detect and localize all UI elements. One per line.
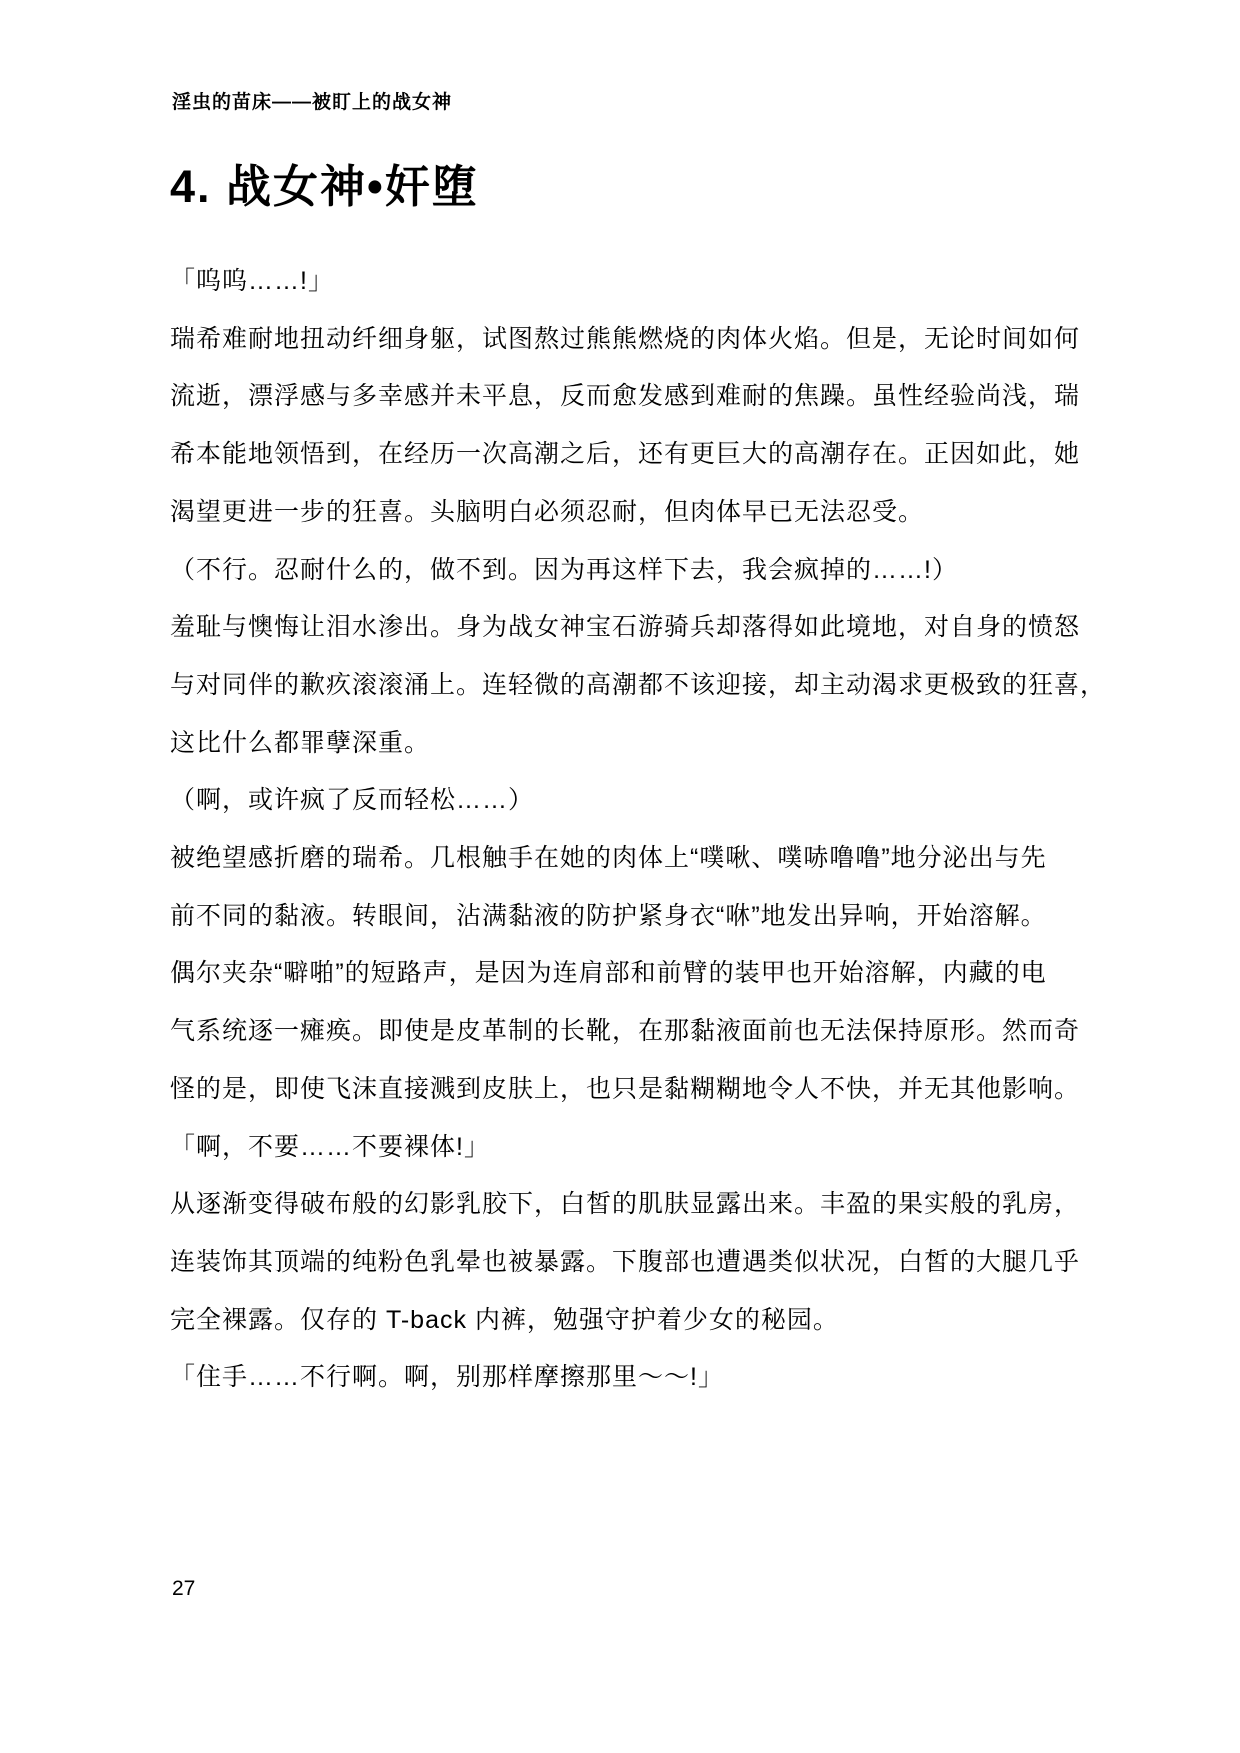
text-line: 瑞希难耐地扭动纤细身躯，试图熬过熊熊燃烧的肉体火焰。但是，无论时间如何 [170, 324, 1081, 353]
text-line: 前不同的黏液。转眼间，沾满黏液的防护紧身衣“咻”地发出异响，开始溶解。 [170, 901, 1047, 930]
text-line: 连装饰其顶端的纯粉色乳晕也被暴露。下腹部也遭遇类似状况，白皙的大腿几乎 [170, 1247, 1081, 1276]
text-line: 「住手……不行啊。啊，别那样摩擦那里～～!」 [170, 1363, 724, 1392]
text-line: 这比什么都罪孽深重。 [170, 728, 431, 757]
text-line: （啊，或许疯了反而轻松……） [170, 786, 535, 815]
text-line: 「啊，不要……不要裸体!」 [170, 1132, 490, 1161]
chapter-title: 4. 战女神•奸堕 [170, 161, 479, 212]
text-line: 「呜呜……!」 [170, 267, 334, 295]
text-line: 流逝，漂浮感与多幸感并未平息，反而愈发感到难耐的焦躁。虽性经验尚浅，瑞 [170, 382, 1081, 411]
text-line: 被绝望感折磨的瑞希。几根触手在她的肉体上“噗啾、噗哧噜噜”地分泌出与先 [170, 844, 1047, 873]
text-line: 偶尔夹杂“噼啪”的短路声，是因为连肩部和前臂的装甲也开始溶解，内藏的电 [170, 959, 1047, 988]
text-line: 怪的是，即使飞沫直接溅到皮肤上，也只是黏糊糊地令人不快，并无其他影响。 [170, 1074, 1081, 1103]
text-line: 羞耻与懊悔让泪水渗出。身为战女神宝石游骑兵却落得如此境地，对自身的愤怒 [170, 613, 1081, 642]
text-line: 希本能地领悟到，在经历一次高潮之后，还有更巨大的高潮存在。正因如此，她 [170, 440, 1081, 469]
text-line: 完全裸露。仅存的 T-back 内裤，勉强守护着少女的秘园。 [170, 1305, 839, 1334]
running-header: 淫虫的苗床——被盯上的战女神 [172, 92, 453, 113]
text-line: （不行。忍耐什么的，做不到。因为再这样下去，我会疯掉的……!） [170, 555, 958, 584]
text-line: 气系统逐一瘫痪。即使是皮革制的长靴，在那黏液面前也无法保持原形。然而奇 [170, 1017, 1081, 1046]
page-number: 27 [172, 1577, 196, 1600]
text-line: 从逐渐变得破布般的幻影乳胶下，白皙的肌肤显露出来。丰盈的果实般的乳房， [170, 1190, 1081, 1219]
text-line: 与对同伴的歉疚滚滚涌上。连轻微的高潮都不该迎接，却主动渴求更极致的狂喜， [170, 670, 1107, 699]
body-text [170, 253, 1105, 1407]
text-line: 渴望更进一步的狂喜。头脑明白必须忍耐，但肉体早已无法忍受。 [170, 497, 925, 526]
